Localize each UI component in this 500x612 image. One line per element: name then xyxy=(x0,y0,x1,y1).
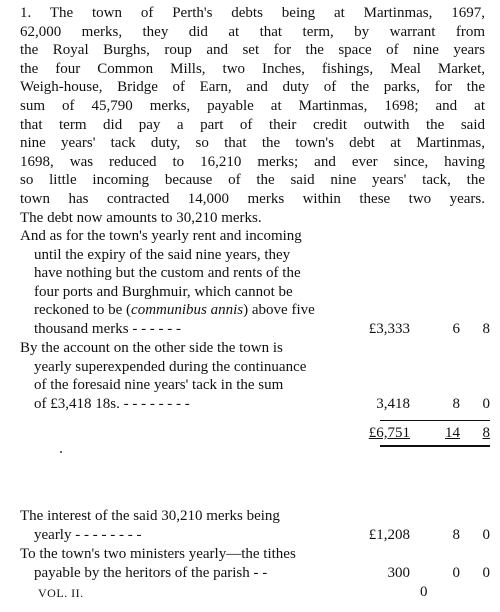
text-line: 62,000 merks, they did at that term, by warrant from xyxy=(20,23,485,40)
text-line: The debt now amounts to 30,210 merks. xyxy=(20,209,262,226)
amount-shillings: 8 xyxy=(452,395,460,412)
text-line: town has contracted 14,000 merks within these two years. xyxy=(20,190,485,207)
paragraph-debts xyxy=(20,4,485,227)
entry-line: have nothing but the custom and rents of the xyxy=(34,265,301,282)
amount-pounds: 300 xyxy=(387,564,410,581)
amount-shillings: 6 xyxy=(452,320,460,337)
entry-line: yearly - - - - - - - - xyxy=(34,526,142,543)
amount-pounds: £3,333 xyxy=(368,320,410,337)
ink-dot xyxy=(60,451,62,453)
total-pence: 8 xyxy=(482,425,490,441)
amount-shillings: 8 xyxy=(452,526,460,543)
entry-line: four ports and Burghmuir, which cannot be xyxy=(34,283,293,300)
entry-line: of £3,418 18s. - - - - - - - - xyxy=(34,395,190,412)
amount-pounds: 3,418 xyxy=(376,395,410,412)
entry-line: reckoned to be (communibus annis) above five xyxy=(34,302,315,319)
account-total xyxy=(20,424,490,443)
amount-pounds: £1,208 xyxy=(368,526,410,543)
text-line: the four Common Mills, two Inches, fishings, Meal Market, xyxy=(20,60,485,77)
trailing-figure: 0 xyxy=(420,584,428,600)
account-entry-rent xyxy=(20,227,490,339)
text-line: so little incoming because of the said nine years' tack, the xyxy=(20,172,485,189)
amount-pence: 8 xyxy=(482,320,490,337)
entry-line: yearly superexpended during the continuance xyxy=(34,358,307,375)
entry-line: thousand merks - - - - - - xyxy=(34,320,182,337)
amount-pence: 0 xyxy=(482,564,490,581)
entry-line: of the foresaid nine years' tack in the sum xyxy=(34,377,284,394)
entry-line: To the town's two ministers yearly—the tithes xyxy=(20,546,296,562)
italic-phrase: communibus annis xyxy=(131,302,244,319)
total-rule-top xyxy=(380,420,490,421)
text-line: sum of 45,790 merks, payable at Martinmas, 1698; and at xyxy=(20,97,485,114)
account-entry-superexpended xyxy=(20,339,490,413)
total-shillings: 14 xyxy=(445,425,460,441)
text-line: nine years' tack duty, so that the town's debt at Martinmas, xyxy=(20,135,485,152)
volume-signature: VOL. II. xyxy=(38,586,84,600)
entry-line: payable by the heritors of the parish - - xyxy=(34,564,268,581)
text-line: 1. The town of Perth's debts being at Martinmas, 1697, xyxy=(20,5,485,21)
entry-line: until the expiry of the said nine years, they xyxy=(34,246,291,263)
entry-line: And as for the town's yearly rent and incoming xyxy=(20,228,302,244)
amount-pence: 0 xyxy=(482,395,490,412)
account-entry-ministers xyxy=(20,545,490,582)
text-line: 1698, was reduced to 16,210 merks; and ever since, having xyxy=(20,153,485,170)
total-rule-bottom xyxy=(380,445,490,447)
amount-shillings: 0 xyxy=(452,564,460,581)
entry-line: By the account on the other side the town is xyxy=(20,340,283,356)
text-line: the Royal Burghs, roup and set for the space of nine years xyxy=(20,42,485,59)
amount-pence: 0 xyxy=(482,526,490,543)
account-entry-interest xyxy=(20,507,490,544)
total-pounds: £6,751 xyxy=(368,425,410,441)
entry-line: The interest of the said 30,210 merks being xyxy=(20,508,280,524)
text-line: that term did pay a part of their credit outwith the said xyxy=(20,116,485,133)
text-line: Weigh-house, Bridge of Earn, and duty of the parks, for the xyxy=(20,79,485,96)
